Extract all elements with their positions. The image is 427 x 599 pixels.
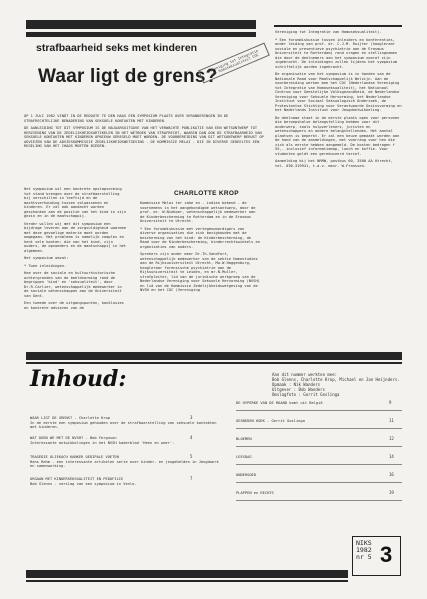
issue-meta — [356, 540, 372, 561]
issue-name: NIKS — [356, 539, 372, 547]
column-paragraph: Een tweede over de uitgangspunten, konklusies en konkrete adviezen van de — [24, 301, 124, 310]
issue-year: 1982 — [356, 546, 372, 554]
toc-entry[interactable]: DE HYPERKE VAN DE MAAND komt uit België — [236, 401, 323, 405]
toc-page-number: 3 — [190, 415, 193, 420]
toc-page-number: 12 — [389, 436, 394, 441]
toc-entry[interactable] — [30, 436, 225, 445]
column-paragraph: De deelname staat in de eerste plaats open voor personen die beroepshalve belangstelling hebben voor dit onderwerp, zoals hulpverleners, juristen en wetenschappers en andere belangstellenden. Het aantal plaatsen is beperkt. Er zal een keuze gemaakt worden aan de hand van de aanmeldingen, met voorrang voor hen die zich als eerste hebben aangemeld. De kosten bedragen f 55,- inclusief informatiemap, lunch en koffie. Voor studenten geldt een gereduceerd tarief. — [275, 115, 400, 156]
top-bar-lower — [26, 32, 256, 37]
credits-line: Opmaak : Nik Wanders — [272, 382, 321, 387]
top-bar-upper — [26, 20, 256, 29]
bottom-bar-upper — [26, 570, 348, 578]
toc-title: Inhoud: — [30, 366, 127, 392]
credits-line: Bob Glenns, Charlotte Krop, Michael en Jan Heijnders. — [272, 377, 400, 382]
toc-entry[interactable]: ONDERGOED — [236, 473, 256, 477]
column-paragraph: Aanmelding bij het NRMW, postbus 60, 3500 AA Utrecht, tel. 030-319941, t.a.v. mevr. W.Franssen. — [275, 159, 393, 168]
toc-entry-description: Interessante ontwikkelingen in het NVSH kaderblad 'Heen en weer'. — [30, 440, 175, 445]
toc-rule — [236, 500, 402, 501]
top-right-rule — [274, 25, 402, 27]
intro-paragraph: DE AANLEIDING TOT DIT SYMPOSIUM IS DE NAJAARSUITGAVE VAN HET VERWACHTE PUBLIKATIE VAN EEN WETSONTWERP TOT HERZIENING VAN DE ZEDELIJKHEIDSARTIKELEN IN HET WETBOEK VAN STRAFRECHT, WAARIN DAN OOK DE STRAFBAARHEID VAN SEKSUELE KONTAKTEN MET KINDEREN OPNIEUW GEREGELD MOET WORDEN. DE VOORBEREIDING VAN DIT WETSONTWERP BERUST OP ADVIEZEN VAN DE ADVIESKOMMISSIE ZEDELIJKHEIDSWETGEVING - DE KOMMISSIE MELAI - DIE IN DIVERSE GEDEELTES EEN REGELING VAN HET CHAOS MOETEN BIEDEN. — [24, 126, 264, 148]
column-paragraph: De organisatie van het symposium is in handen van de Nationale Raad voor Maatschappelijk Welzijn. Aan de voorbereiding werken mee het COC (Nederlandse Vereniging tot Integratie van Homoseksualiteit), het Nationaal Centrum voor Geestelijke Volksgezondheid, de Nederlandse Vereniging voor Seksuele Hervorming, het Nederlandse Instituut voor Sociaal Seksuologisch Onderzoek, de Protestantse Stichting voor Verantwoorde Gezinsvorming en het Nederlands Instituut voor Jeugdontwikkeling. — [275, 72, 402, 112]
toc-rule — [236, 428, 402, 429]
article-column-2 — [140, 201, 262, 296]
article-kicker: strafbaarheid seks met kinderen — [36, 42, 198, 54]
toc-entry-title: WAT DOEN WE MET DE NVSH? - Bob Ferguson — [30, 436, 117, 440]
toc-entry[interactable]: PLAPPEN en RECHTS — [236, 491, 274, 495]
credits-line: Uitgever : Bob Wanders — [272, 387, 325, 392]
column-paragraph: Vereniging tot Integratie van Homoseksualiteit). — [275, 30, 382, 34]
article-column-3 — [275, 30, 402, 171]
toc-rule — [236, 446, 402, 447]
toc-entry-title: ORGAAN MET KINDERSEKSUALITEIT EN PEDOFILIE — [30, 477, 124, 481]
toc-page-number: 5 — [190, 454, 193, 459]
toc-entry[interactable]: LEESDAG — [236, 455, 252, 459]
column-paragraph: Sprekers zijn onder meer Dr.Th.Sandfort, wetenschappelijk medewerker van de sektie Homostudies aan de Rijksuniversiteit Utrecht, Mw.W.Haggenburg, hoogleraar forensische psychiatrie aan de Rijksuniversiteit te Leiden, en mr.N.Muller, strafpleiter, lid van de juridische werkgroep van de Nederlandse Vereniging voor Seksuele Hervorming (NVSH) en lid van de Kommissie Zedelijkheidswetgeving van de NVSH en het COC (Vereniging — [140, 252, 260, 292]
toc-page-number: 11 — [389, 418, 394, 423]
credits-heading: Aan dit nummer werkten mee: — [272, 372, 338, 377]
toc-entry-description: In de eerste een symposium gehouden over de strafbaarstelling van seksuele kontakten met kinderen. — [30, 420, 217, 430]
column-paragraph: * Twee inleidingen. — [24, 263, 67, 268]
column-paragraph: Verder willen wij met dit symposium een bijdrage leveren aan de zorgvuldigheid waarmee met deze gevoelige materie moet worden omgegaan. Het probleem is namelijk complex en kent vele kanten: die van het kind, zijn ouders, de opvoeders en de maatschappij in het algemeen. — [24, 221, 127, 253]
column-paragraph: Het symposium omvat: — [24, 256, 69, 260]
toc-rule — [236, 410, 402, 411]
column-paragraph: Het symposium wil een konkrete opstapvorming tot stand brengen over de strafbaarstelling bij verschillen in leeftijd en de machtsverhouding tussen volwassenen en kinderen. Er zal ook aandacht worden geschonken aan de positie van het kind in zijn gezin en in de maatschappij. — [24, 187, 127, 218]
toc-entry[interactable] — [30, 416, 225, 430]
intro-paragraph: OP 1 JULI 1982 VINDT IN DE REDOUTE TE DEN HAAG EEN SYMPOSIUM PLAATS OVER VERANDERINGEN IN DE STRAFRECHTELIJKE BENADERING VAN SEKSUELE KONTAKTEN MET KINDEREN. — [24, 114, 229, 123]
page-number: 3 — [380, 542, 393, 567]
column-paragraph: * Een forumdiskussie met vertegenwoordigers van diverse organisaties die zich bezighouden met de bescherming van het kind: de Kinderbescherming, de Raad voor de Kinderbescherming, kinderrechtswinkels en organisaties van ouders. — [140, 226, 260, 249]
article-author: CHARLOTTE KROP — [174, 190, 239, 197]
toc-page-number: 14 — [389, 454, 394, 459]
toc-entry-title: TRAGEDIE OLIEKACH KANKER OEDIPALE VOETEN — [30, 455, 119, 459]
article-column-1 — [24, 187, 128, 313]
toc-page-number: 19 — [389, 490, 394, 495]
credits-block — [272, 372, 412, 397]
toc-page-number: 7 — [190, 476, 193, 481]
toc-rule — [236, 464, 402, 465]
toc-page-number: 9 — [389, 400, 392, 405]
article-headline: Waar ligt de grens? — [38, 66, 218, 87]
toc-entry-title: WAAR LIGT DE GRENS? - Charlotte Krop — [30, 416, 110, 420]
column-paragraph: Kommissie Melai ter zake en - indien bekend - de voornemens in het aangekondigde wetsontwerp, door de prof. mr. W.Nieboer, wetenschappelijk medewerker aan de Kinderbescherming te Rotterdam en in de Erasmus Universiteit te Utrecht. — [140, 201, 256, 223]
toc-page-number: 4 — [190, 435, 193, 440]
toc-rule — [236, 482, 402, 483]
column-paragraph: Hoe over de sociale en kultuurhistorische achtergronden van de beeldvorming rond de begrippen 'kind' en 'seksualiteit', door Dr.R.Carlier, wetenschappelijk medewerker in de sociale wetenschappen aan de Universiteit van Gent. — [24, 271, 122, 298]
toc-entry[interactable]: GESNEDEN KOEK - Gerrit Goslinga — [236, 419, 305, 423]
bottom-bar-lower — [26, 580, 348, 582]
section-divider-thin — [26, 362, 402, 364]
archive-stamp: Vereniging tot Integratie van Homoseksualiteit COC — [198, 43, 270, 84]
toc-entry-description: Hans Rehm - een interessante artikelen serie over kinder- en jeugdhelden in Jeugdwerk en samenwerking. — [30, 459, 219, 469]
issue-number-label: nr 5 — [356, 553, 372, 561]
issue-box — [352, 536, 401, 576]
toc-entry-description: Bob Glenns - verslag van een symposium in Venlo. — [30, 481, 137, 486]
toc-entry[interactable]: BLOEMEN — [236, 437, 252, 441]
toc-page-number: 16 — [389, 472, 394, 477]
toc-entry[interactable] — [30, 477, 225, 486]
toc-entry[interactable] — [30, 455, 225, 469]
column-paragraph: * Een forumdiskussie tussen inleiders en konferenties, onder leiding van prof. dr. C.J.M. Ruijter (hoogleraar sociale en preventieve psychiatrie aan de Erasmus Universiteit te Rotterdam) rond vragen en stellingnamen die door de deelnemers aan het symposium vooraf zijn ingebracht. De inleidingen zullen tijdens het symposium schriftelijk worden ingebracht. — [275, 37, 398, 69]
section-divider-thick — [26, 352, 402, 360]
article-intro — [24, 114, 264, 152]
credits-line: Omslagfoto : Gorrit Goslinga — [272, 392, 340, 397]
